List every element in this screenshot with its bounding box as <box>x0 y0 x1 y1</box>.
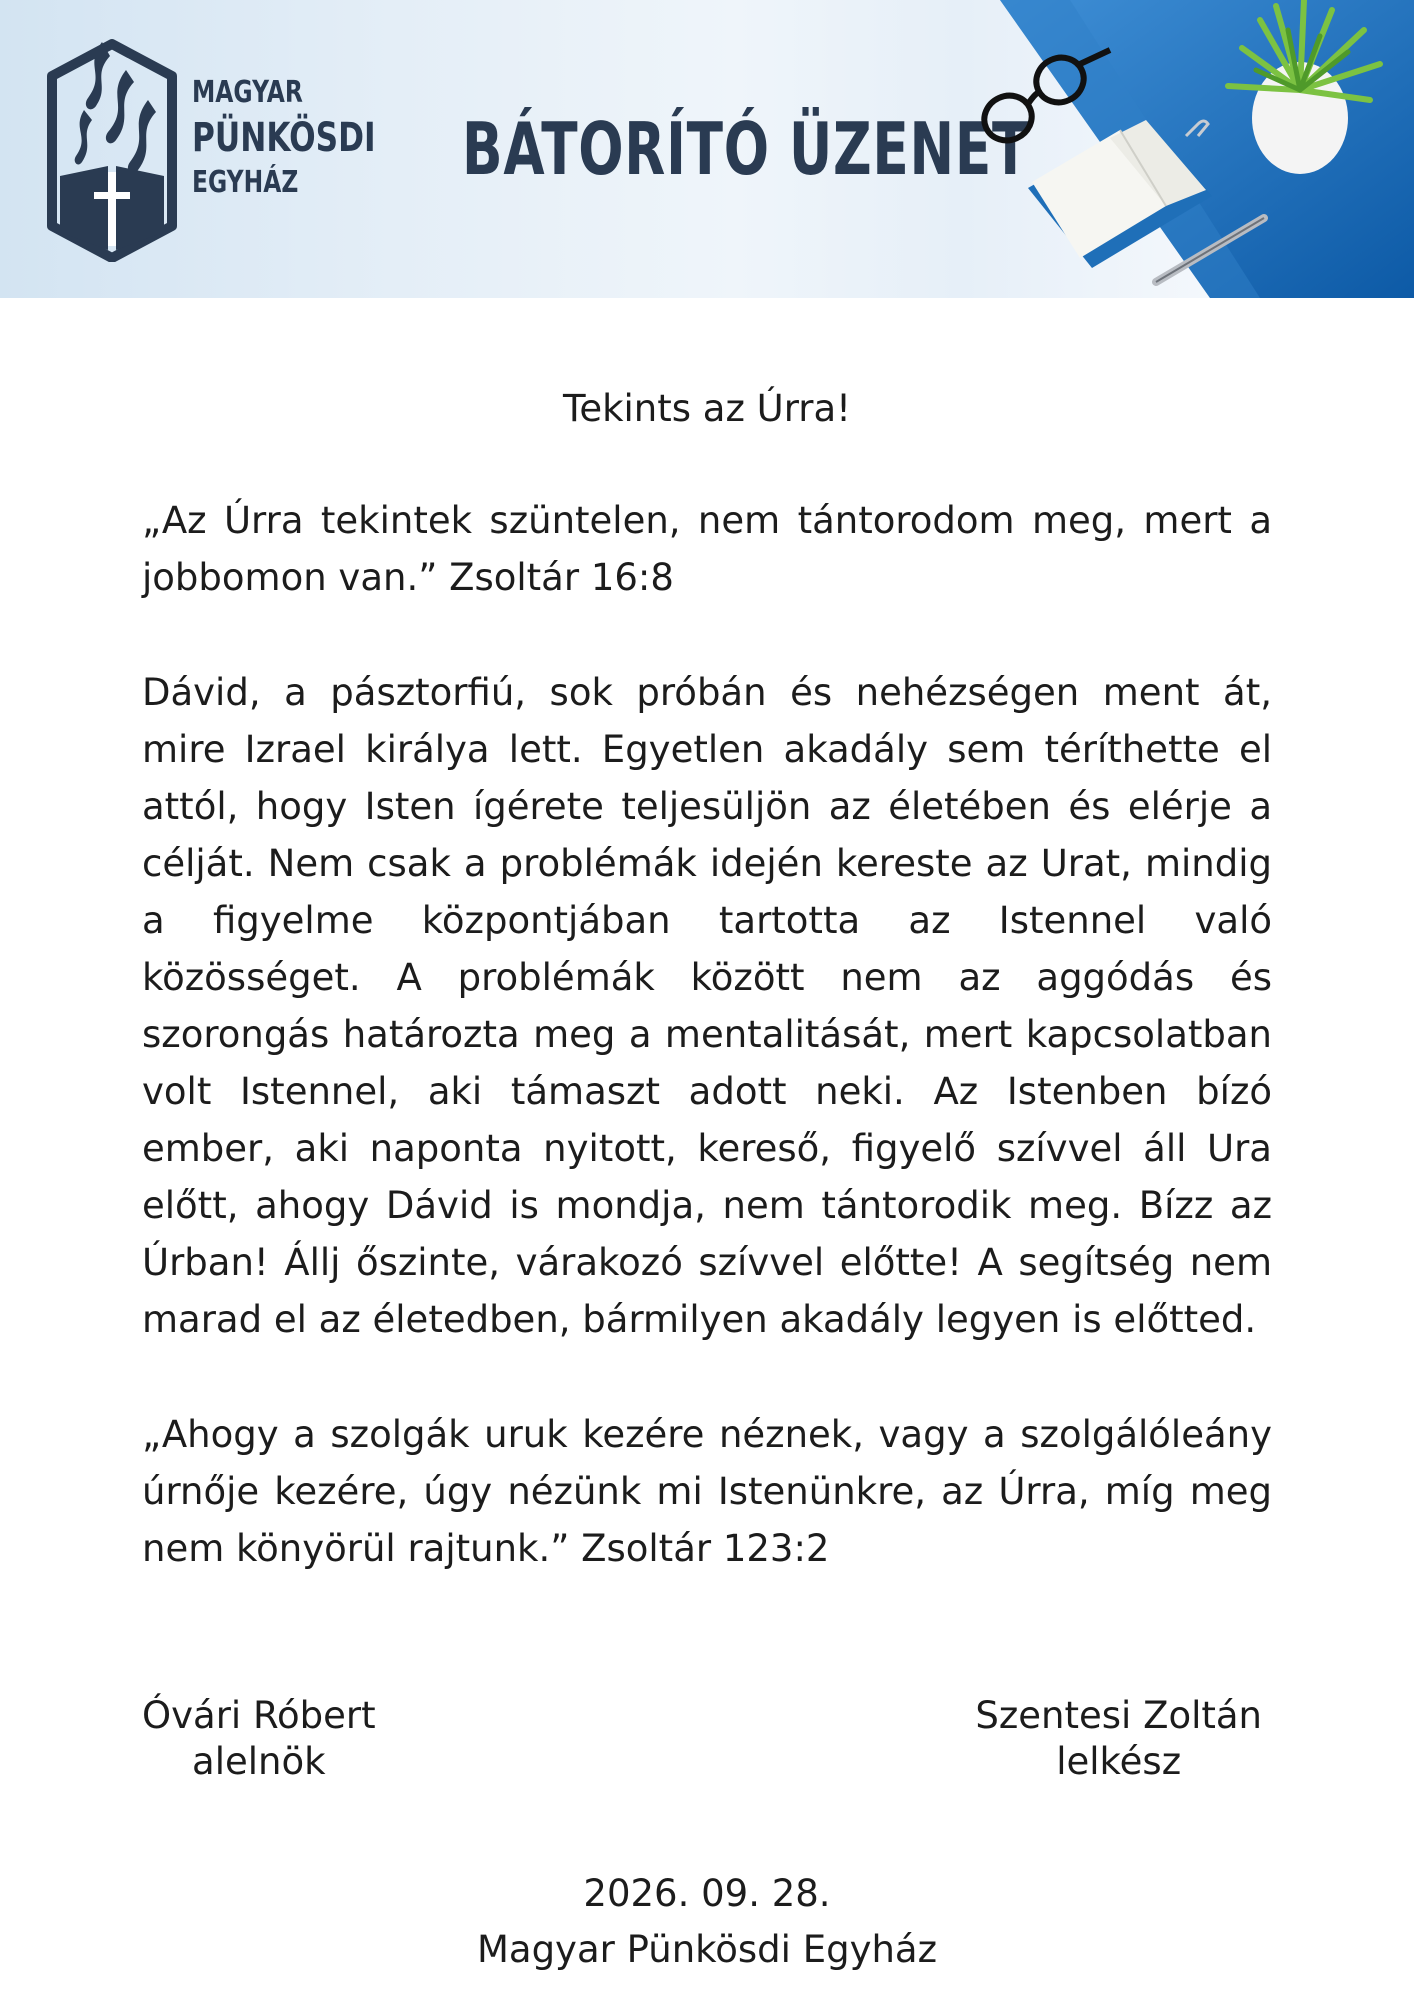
logo-text-line: MAGYAR <box>192 75 303 110</box>
church-logo-icon <box>44 36 180 262</box>
logo-text-line: PÜNKÖSDI <box>192 115 376 161</box>
desk-illustration <box>960 0 1414 298</box>
main-paragraph: Dávid, a pásztorfiú, sok próbán és nehézségen ment át, mire Izrael királya lett. Egyetlen akadály sem téríthette el attól, hogy Isten ígérete teljesüljön az életében és elérje a célját. Nem csak a problémák idején kereste az Urat, mindig a figyelme központjában tartotta az Istennel való közösséget. A problémák között nem az aggódás és szorongás határozta meg a mentalitását, mert kapcsolatban volt Istennel, aki támaszt adott neki. Az Istenben bízó ember, aki naponta nyitott, kereső, figyelő szívvel áll Ura előtt, ahogy Dávid is mondja, nem tántorodik meg. Bízz az Úrban! Állj őszinte, várakozó szívvel előtte! A segítség nem marad el az életedben, bármilyen akadály legyen is előtted. <box>142 671 1272 1341</box>
signatures <box>142 1693 1272 1813</box>
signer-role: alelnök <box>192 1740 326 1783</box>
closing-quote: „Ahogy a szolgák uruk kezére néznek, vagy a szolgálóleány úrnője kezére, úgy nézünk mi Istenünkre, az Úrra, míg meg nem könyörül rajtunk.” Zsoltár 123:2 <box>142 1413 1272 1570</box>
logo-wordmark <box>192 75 392 200</box>
logo-text-line: EGYHÁZ <box>192 165 299 200</box>
signature-left <box>142 1693 376 1785</box>
signer-name: Óvári Róbert <box>142 1694 376 1737</box>
footer <box>0 1866 1414 1978</box>
organization-name: Magyar Pünkösdi Egyház <box>476 1928 938 1971</box>
header-banner <box>0 0 1414 298</box>
opening-quote: „Az Úrra tekintek szüntelen, nem tántorodom meg, mert a jobbomon van.” Zsoltár 16:8 <box>142 499 1272 599</box>
signer-name: Szentesi Zoltán <box>975 1694 1262 1737</box>
letter-title: Tekints az Úrra! <box>563 387 851 430</box>
signer-role: lelkész <box>1056 1740 1182 1783</box>
letter-body <box>142 380 1272 1577</box>
letter-date: 2026. 09. 28. <box>583 1872 831 1915</box>
signature-right <box>975 1693 1262 1785</box>
banner-title: BÁTORÍTÓ ÜZENET <box>462 107 1030 191</box>
